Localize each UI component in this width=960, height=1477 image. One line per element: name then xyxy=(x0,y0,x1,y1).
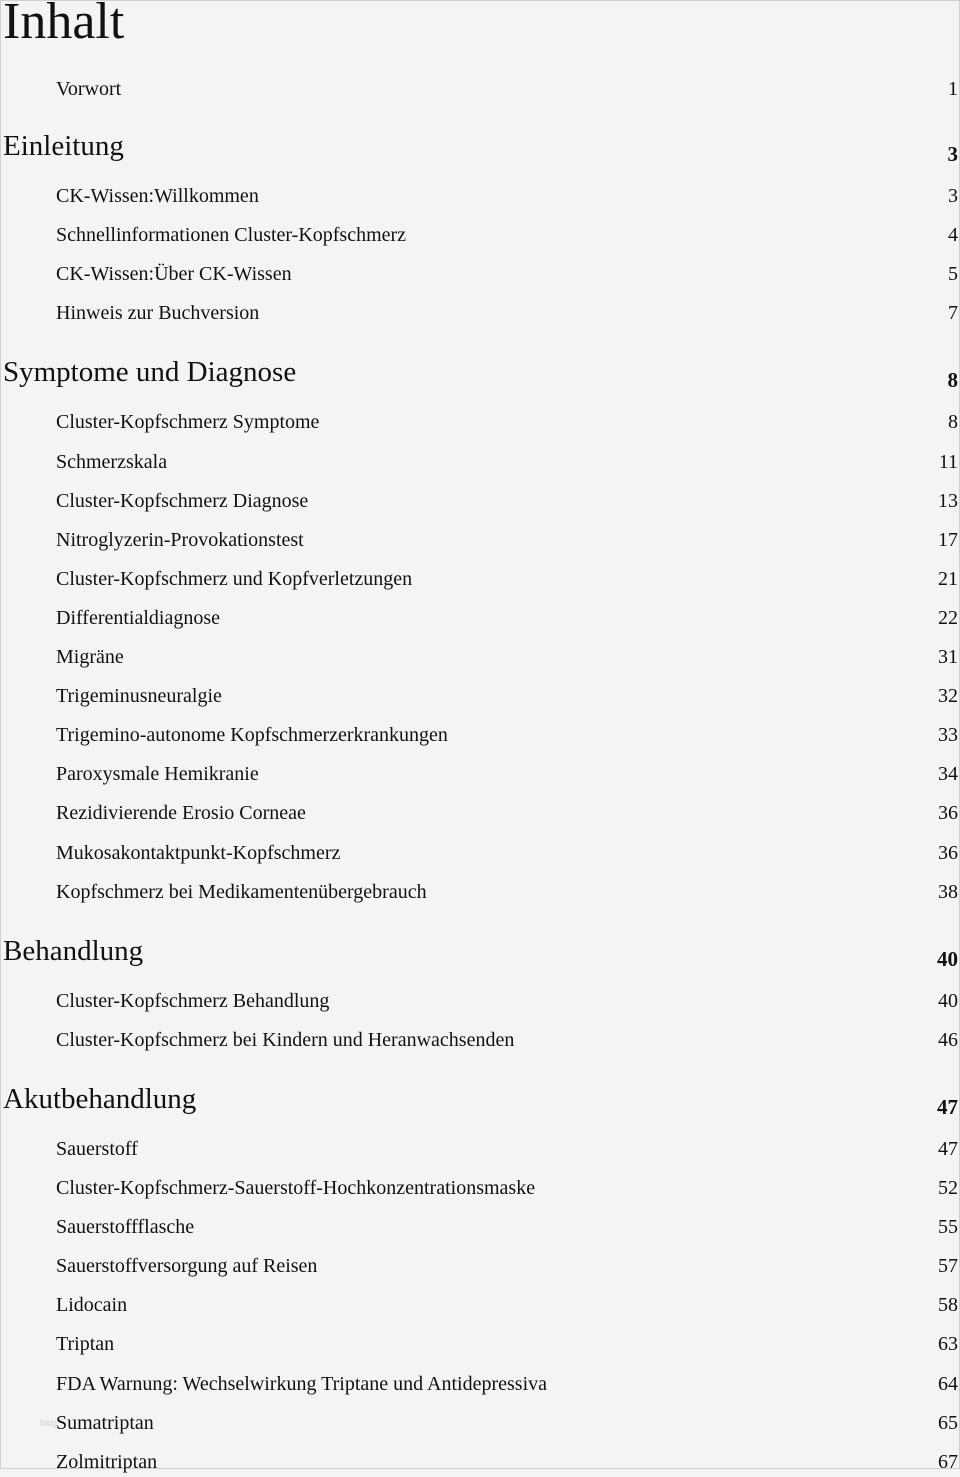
toc-entry-page-number: 32 xyxy=(938,685,958,708)
toc-entry-page-number: 58 xyxy=(938,1294,958,1317)
toc-entry-label: Paroxysmale Hemikranie xyxy=(56,763,259,786)
toc-entry-page-number: 38 xyxy=(938,880,958,903)
toc-entry-page-number: 52 xyxy=(938,1177,958,1199)
toc-entry-page-number: 5 xyxy=(948,263,958,286)
toc-entry-page-number: 22 xyxy=(938,606,958,629)
toc-section-heading-page-number: 3 xyxy=(947,142,958,166)
toc-entry[interactable] xyxy=(0,1369,958,1399)
watermark: blog xyxy=(40,1418,58,1428)
toc-entry-page-number: 47 xyxy=(938,1137,958,1160)
toc-entry-page-number: 8 xyxy=(948,411,958,434)
toc-section-heading-label: Einleitung xyxy=(3,130,124,162)
toc-entry-preface-page-number: 1 xyxy=(948,78,958,100)
toc-entry[interactable] xyxy=(0,1173,958,1203)
toc-entry[interactable] xyxy=(0,1134,958,1164)
toc-entry-label: FDA Warnung: Wechselwirkung Triptane und Antidepressiva xyxy=(56,1372,548,1395)
toc-entry-page-number: 36 xyxy=(938,802,958,825)
page-title: Inhalt xyxy=(3,0,125,50)
toc-entry[interactable] xyxy=(0,798,958,828)
toc-entry[interactable] xyxy=(0,1408,958,1438)
toc-entry-label: Sauerstoff xyxy=(56,1137,138,1160)
toc-entry-label: Cluster-Kopfschmerz Diagnose xyxy=(56,489,309,512)
toc-entry-page-number: 31 xyxy=(938,646,958,668)
toc-entry[interactable] xyxy=(0,986,958,1016)
toc-entry-label: CK-Wissen:Über CK-Wissen xyxy=(56,263,292,286)
toc-section-heading[interactable] xyxy=(0,934,958,971)
toc-entry[interactable] xyxy=(0,298,958,328)
toc-entry-label: Differentialdiagnose xyxy=(56,606,221,629)
toc-entry-page-number: 64 xyxy=(938,1372,958,1395)
toc-entry-page-number: 17 xyxy=(938,528,958,551)
toc-entry-label: Cluster-Kopfschmerz Symptome xyxy=(56,411,320,434)
toc-entry-label: Mukosakontaktpunkt-Kopfschmerz xyxy=(56,841,341,864)
toc-entry-page-number: 46 xyxy=(938,1028,958,1051)
toc-entry[interactable] xyxy=(0,759,958,789)
toc-entry[interactable] xyxy=(0,259,958,289)
toc-entry-label: Cluster-Kopfschmerz bei Kindern und Heranwachsenden xyxy=(56,1028,515,1051)
toc-entry[interactable] xyxy=(0,877,958,907)
toc-entry[interactable] xyxy=(0,525,958,555)
toc-entry-page-number: 11 xyxy=(938,450,958,473)
toc-entry[interactable] xyxy=(0,838,958,868)
toc-section-heading-label: Symptome und Diagnose xyxy=(3,356,297,389)
toc-entry[interactable] xyxy=(0,642,958,672)
toc-entry-label: Cluster-Kopfschmerz Behandlung xyxy=(56,989,330,1012)
toc-entry-label: Nitroglyzerin-Provokationstest xyxy=(56,528,304,551)
toc-entry-page-number: 55 xyxy=(938,1216,958,1239)
toc-entry[interactable] xyxy=(0,1329,958,1359)
toc-section-heading-page-number: 8 xyxy=(947,368,958,393)
toc-entry[interactable] xyxy=(0,1025,958,1055)
toc-entry-label: Sauerstoffflasche xyxy=(56,1216,195,1239)
toc-entry[interactable] xyxy=(0,407,958,437)
toc-entry-page-number: 34 xyxy=(938,763,958,786)
toc-entry[interactable] xyxy=(0,220,958,250)
toc-entry[interactable] xyxy=(0,447,958,477)
toc-section-heading[interactable] xyxy=(0,356,958,393)
toc-entry-page-number: 36 xyxy=(938,841,958,864)
toc-entry[interactable] xyxy=(0,486,958,516)
toc-entry-label: Migräne xyxy=(56,646,124,668)
toc-entry-page-number: 67 xyxy=(938,1450,958,1473)
toc-entry[interactable] xyxy=(0,720,958,750)
toc-entry-label: Schmerzskala xyxy=(56,450,168,473)
toc-entry-page-number: 7 xyxy=(948,302,958,325)
toc-section-heading-label: Behandlung xyxy=(3,934,144,967)
toc-entry-page-number: 3 xyxy=(948,185,958,207)
toc-entry-page-number: 57 xyxy=(938,1255,958,1278)
toc-entry-label: Hinweis zur Buchversion xyxy=(56,302,260,325)
toc-entry-page-number: 65 xyxy=(938,1411,958,1434)
toc-entry-page-number: 63 xyxy=(938,1333,958,1356)
toc-entry-page-number: 33 xyxy=(938,724,958,747)
toc-entry-label: Triptan xyxy=(56,1333,115,1356)
toc-entry-page-number: 21 xyxy=(938,567,958,590)
toc-entry-label: Rezidivierende Erosio Corneae xyxy=(56,802,306,825)
toc-entry-preface-label: Vorwort xyxy=(56,78,122,100)
toc-entry-preface[interactable] xyxy=(0,74,958,104)
toc-entry[interactable] xyxy=(0,603,958,633)
toc-entry-label: Sumatriptan xyxy=(56,1411,154,1434)
toc-entry-label: Trigeminusneuralgie xyxy=(56,685,222,708)
toc-entry[interactable] xyxy=(0,1251,958,1281)
toc-entry-page-number: 40 xyxy=(938,989,958,1012)
toc-entry-label: Lidocain xyxy=(56,1294,128,1317)
toc-section-heading-page-number: 47 xyxy=(937,1094,958,1119)
toc-entry[interactable] xyxy=(0,564,958,594)
toc-entry-label: Cluster-Kopfschmerz und Kopfverletzungen xyxy=(56,567,413,590)
toc-entry[interactable] xyxy=(0,1290,958,1320)
toc-entry-label: Kopfschmerz bei Medikamentenübergebrauch xyxy=(56,880,427,903)
toc-entry[interactable] xyxy=(0,181,958,211)
toc-entry-label: Cluster-Kopfschmerz-Sauerstoff-Hochkonzentrationsmaske xyxy=(56,1177,536,1199)
toc-entry-label: CK-Wissen:Willkommen xyxy=(56,185,259,207)
toc-entry-label: Schnellinformationen Cluster-Kopfschmerz xyxy=(56,224,407,247)
toc-entry-label: Zolmitriptan xyxy=(56,1450,158,1473)
toc-entry[interactable] xyxy=(0,1447,958,1477)
toc-entry-page-number: 4 xyxy=(948,224,958,247)
toc-entry-label: Trigemino-autonome Kopfschmerzerkrankungen xyxy=(56,724,448,747)
toc-section-heading-page-number: 40 xyxy=(937,946,958,971)
toc-entry-label: Sauerstoffversorgung auf Reisen xyxy=(56,1255,318,1278)
toc-section-heading-label: Akutbehandlung xyxy=(3,1082,197,1115)
toc-section-heading[interactable] xyxy=(0,130,958,166)
toc-entry-page-number: 13 xyxy=(938,489,958,512)
toc-section-heading[interactable] xyxy=(0,1082,958,1119)
toc-entry[interactable] xyxy=(0,681,958,711)
toc-entry[interactable] xyxy=(0,1212,958,1242)
